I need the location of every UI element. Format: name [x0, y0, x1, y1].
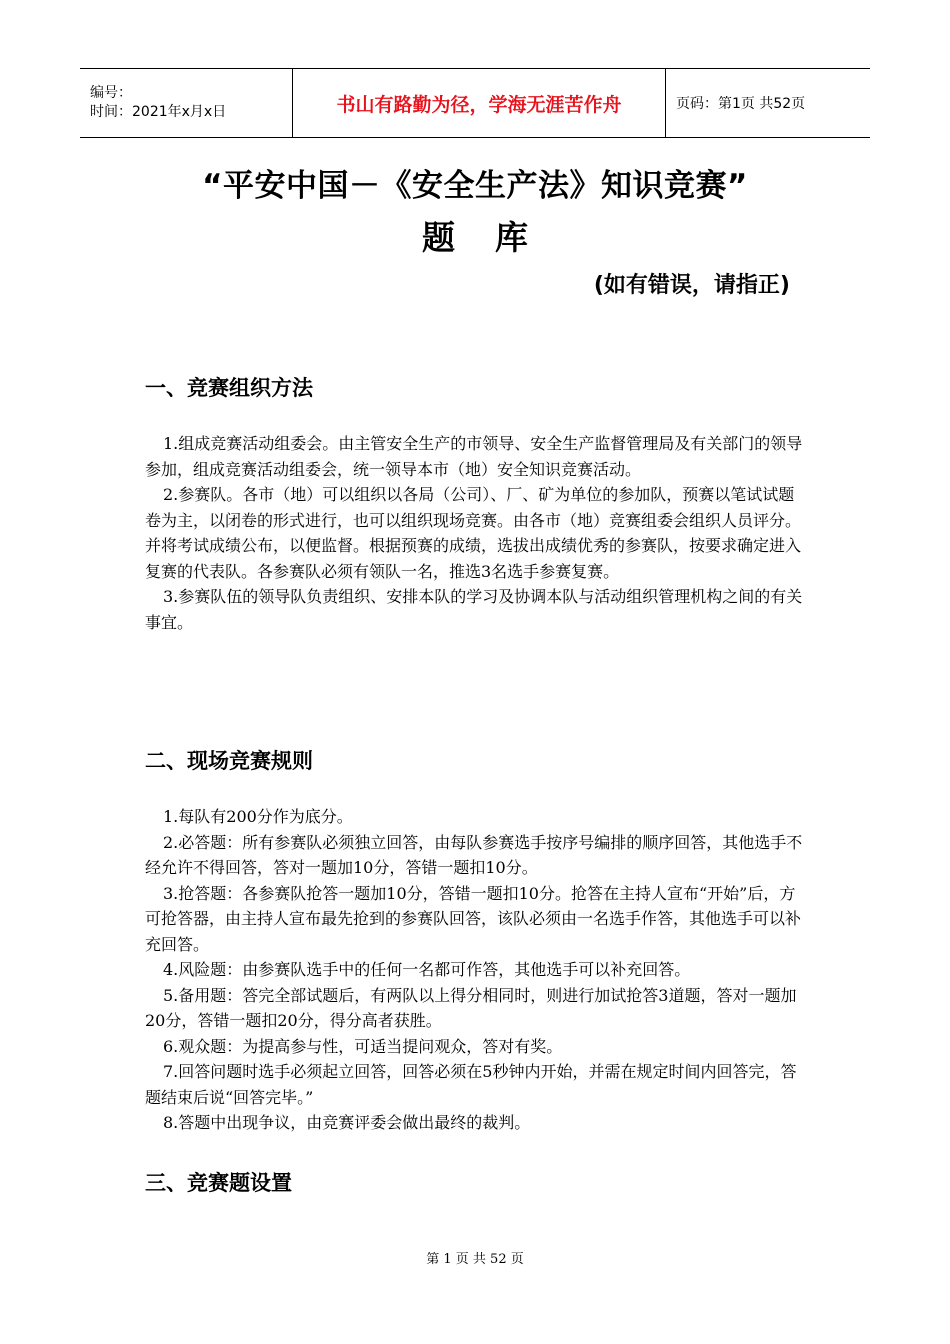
- document-title: “平安中国－《安全生产法》知识竞赛”: [202, 168, 748, 204]
- paragraph: 2.必答题：所有参赛队必须独立回答，由每队参赛选手按序号编排的顺序回答，其他选手不经允许不得回答，答对一题加10分，答错一题扣10分。: [145, 832, 803, 877]
- paragraph: 2.参赛队。各市（地）可以组织以各局（公司）、厂、矿为单位的参加队，预赛以笔试试题卷为主，以闭卷的形式进行，也可以组织现场竞赛。由各市（地）竞赛组委会组织人员评分。并将考试成绩公布，以便监督。根据预赛的成绩，选拔出成绩优秀的参赛队，按要求确定进入复赛的代表队。各参赛队必须有领队一名，推选3名选手参赛复赛。: [145, 485, 802, 581]
- paragraph: 8.答题中出现争议，由竞赛评委会做出最终的裁判。: [163, 1113, 531, 1132]
- paragraph: 5.备用题：答完全部试题后，有两队以上得分相同时，则进行加试抢答3道题，答对一题加20分，答错一题扣20分，得分高者获胜。: [145, 985, 797, 1030]
- section-heading-3: 三、竞赛题设置: [145, 1171, 292, 1195]
- page-footer: 第 1 页 共 52 页: [426, 1252, 524, 1267]
- paragraph: 4.风险题：由参赛队选手中的任何一名都可作答，其他选手可以补充回答。: [163, 960, 691, 979]
- header-page-info: 页码：第1页 共52页: [676, 96, 806, 112]
- section-heading-1: 一、竞赛组织方法: [145, 376, 313, 400]
- section-body-1: [145, 431, 810, 635]
- time-label: 时间：2021年x月x日: [90, 104, 227, 120]
- header-motto: 书山有路勤为径，学海无涯苦作舟: [292, 69, 666, 137]
- paragraph: 7.回答问题时选手必须起立回答，回答必须在5秒钟内开始，并需在规定时间内回答完，答题结束后说“回答完毕。”: [145, 1062, 797, 1107]
- document-subtitle: 题库: [422, 218, 568, 257]
- section-body-2: [145, 804, 810, 1136]
- paragraph: 1.组成竞赛活动组委会。由主管安全生产的市领导、安全生产监督管理局及有关部门的领导参加，组成竞赛活动组委会，统一领导本市（地）安全知识竞赛活动。: [145, 434, 803, 479]
- paragraph: 6.观众题：为提高参与性，可适当提问观众，答对有奖。: [163, 1036, 563, 1056]
- paragraph: 3.抢答题：各参赛队抢答一题加10分，答错一题扣10分。抢答在主持人宣布“开始”后，方可抢答器，由主持人宣布最先抢到的参赛队回答，该队必须由一名选手作答，其他选手可以补充回答。: [145, 883, 802, 954]
- correction-note: (如有错误，请指正): [593, 273, 790, 298]
- code-label: 编号：: [90, 85, 132, 101]
- section-heading-2: 二、现场竞赛规则: [145, 749, 313, 773]
- paragraph: 3.参赛队伍的领导队负责组织、安排本队的学习及协调本队与活动组织管理机构之间的有关事宜。: [145, 587, 803, 632]
- paragraph: 1.每队有200分作为底分。: [163, 807, 353, 826]
- header-meta: [80, 69, 292, 137]
- document-header: [80, 68, 870, 138]
